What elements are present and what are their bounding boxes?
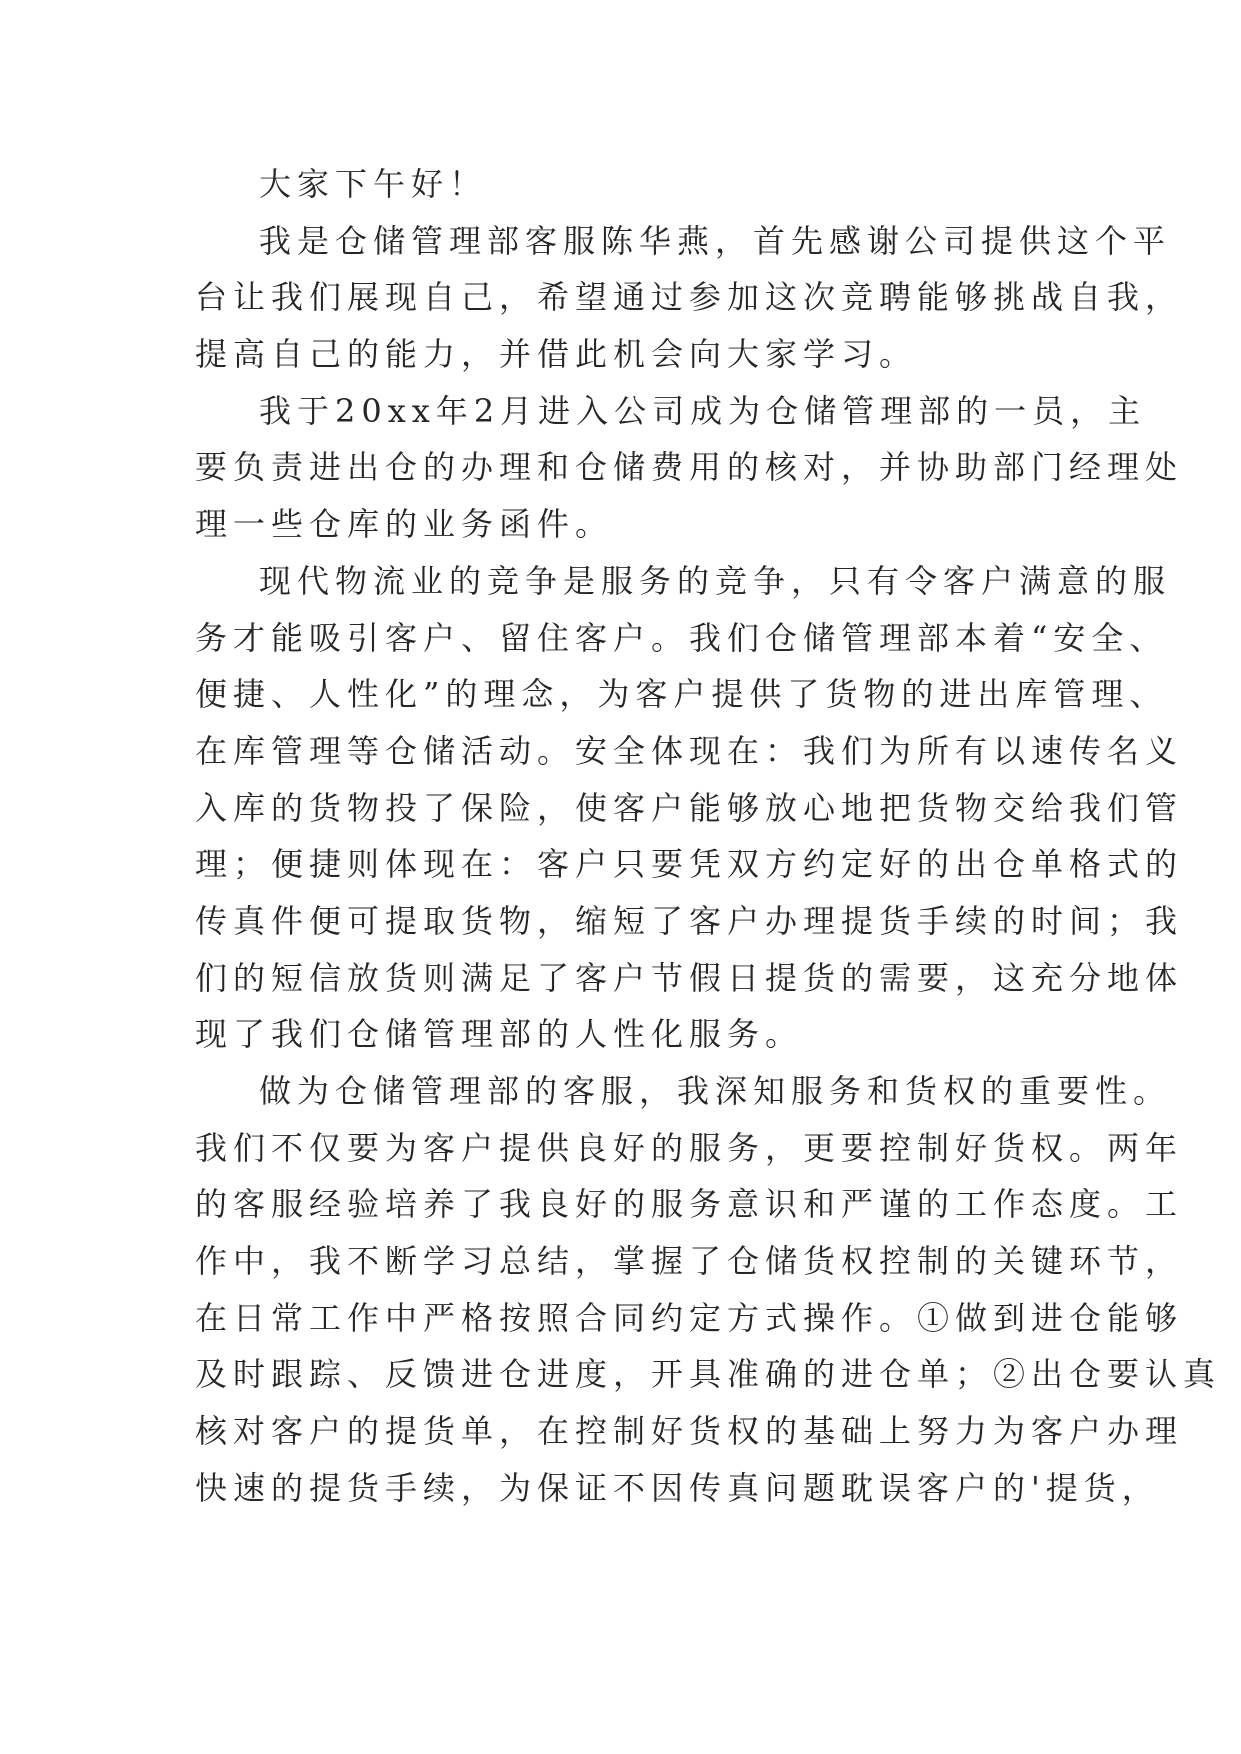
text-line: 便捷、人性化”的理念，为客户提供了货物的进出库管理、 <box>195 675 1168 714</box>
text-line: 现了我们仓储管理部的人性化服务。 <box>195 1015 804 1054</box>
text-line: 及时跟踪、反馈进仓进度，开具准确的进仓单；②出仓要认真 <box>195 1355 1222 1394</box>
text-line: 我们不仅要为客户提供良好的服务，更要控制好货权。两年 <box>195 1128 1184 1167</box>
text-line: 提高自己的能力，并借此机会向大家学习。 <box>195 335 918 374</box>
text-line: 做为仓储管理部的客服，我深知服务和货权的重要性。 <box>259 1072 1172 1110</box>
text-line: 台让我们展现自己，希望通过参加这次竞聘能够挑战自我， <box>195 278 1184 317</box>
text-line: 理；便捷则体现在：客户只要凭双方约定好的出仓单格式的 <box>195 845 1184 884</box>
document-body <box>195 156 1222 1517</box>
text-line: 在库管理等仓储活动。安全体现在：我们为所有以速传名义 <box>195 731 1184 770</box>
text-line: 们的短信放货则满足了客户节假日提货的需要，这充分地体 <box>195 958 1184 997</box>
text-line: 的客服经验培养了我良好的服务意识和严谨的工作态度。工 <box>195 1185 1184 1224</box>
text-line: 快速的提货手续，为保证不因传真问题耽误客户的'提货， <box>195 1468 1160 1507</box>
text-line: 传真件便可提取货物，缩短了客户办理提货手续的时间；我 <box>195 901 1184 940</box>
text-line: 大家下午好！ <box>259 165 488 203</box>
text-line: 理一些仓库的业务函件。 <box>195 505 614 544</box>
text-line: 核对客户的提货单，在控制好货权的基础上努力为客户办理 <box>195 1412 1184 1451</box>
text-line: 作中，我不断学习总结，掌握了仓储货权控制的关键环节， <box>195 1242 1184 1281</box>
text-line: 我是仓储管理部客服陈华燕，首先感谢公司提供这个平 <box>259 221 1172 260</box>
text-line: 入库的货物投了保险，使客户能够放心地把货物交给我们管 <box>195 788 1184 827</box>
text-line: 我于20xx年2月进入公司成为仓储管理部的一员，主 <box>259 391 1147 430</box>
text-line: 务才能吸引客户、留住客户。我们仓储管理部本着“安全、 <box>195 618 1168 657</box>
text-line: 在日常工作中严格按照合同约定方式操作。①做到进仓能够 <box>195 1298 1184 1337</box>
text-line: 要负责进出仓的办理和仓储费用的核对，并协助部门经理处 <box>195 448 1184 487</box>
text-line: 现代物流业的竞争是服务的竞争，只有令客户满意的服 <box>259 561 1172 600</box>
